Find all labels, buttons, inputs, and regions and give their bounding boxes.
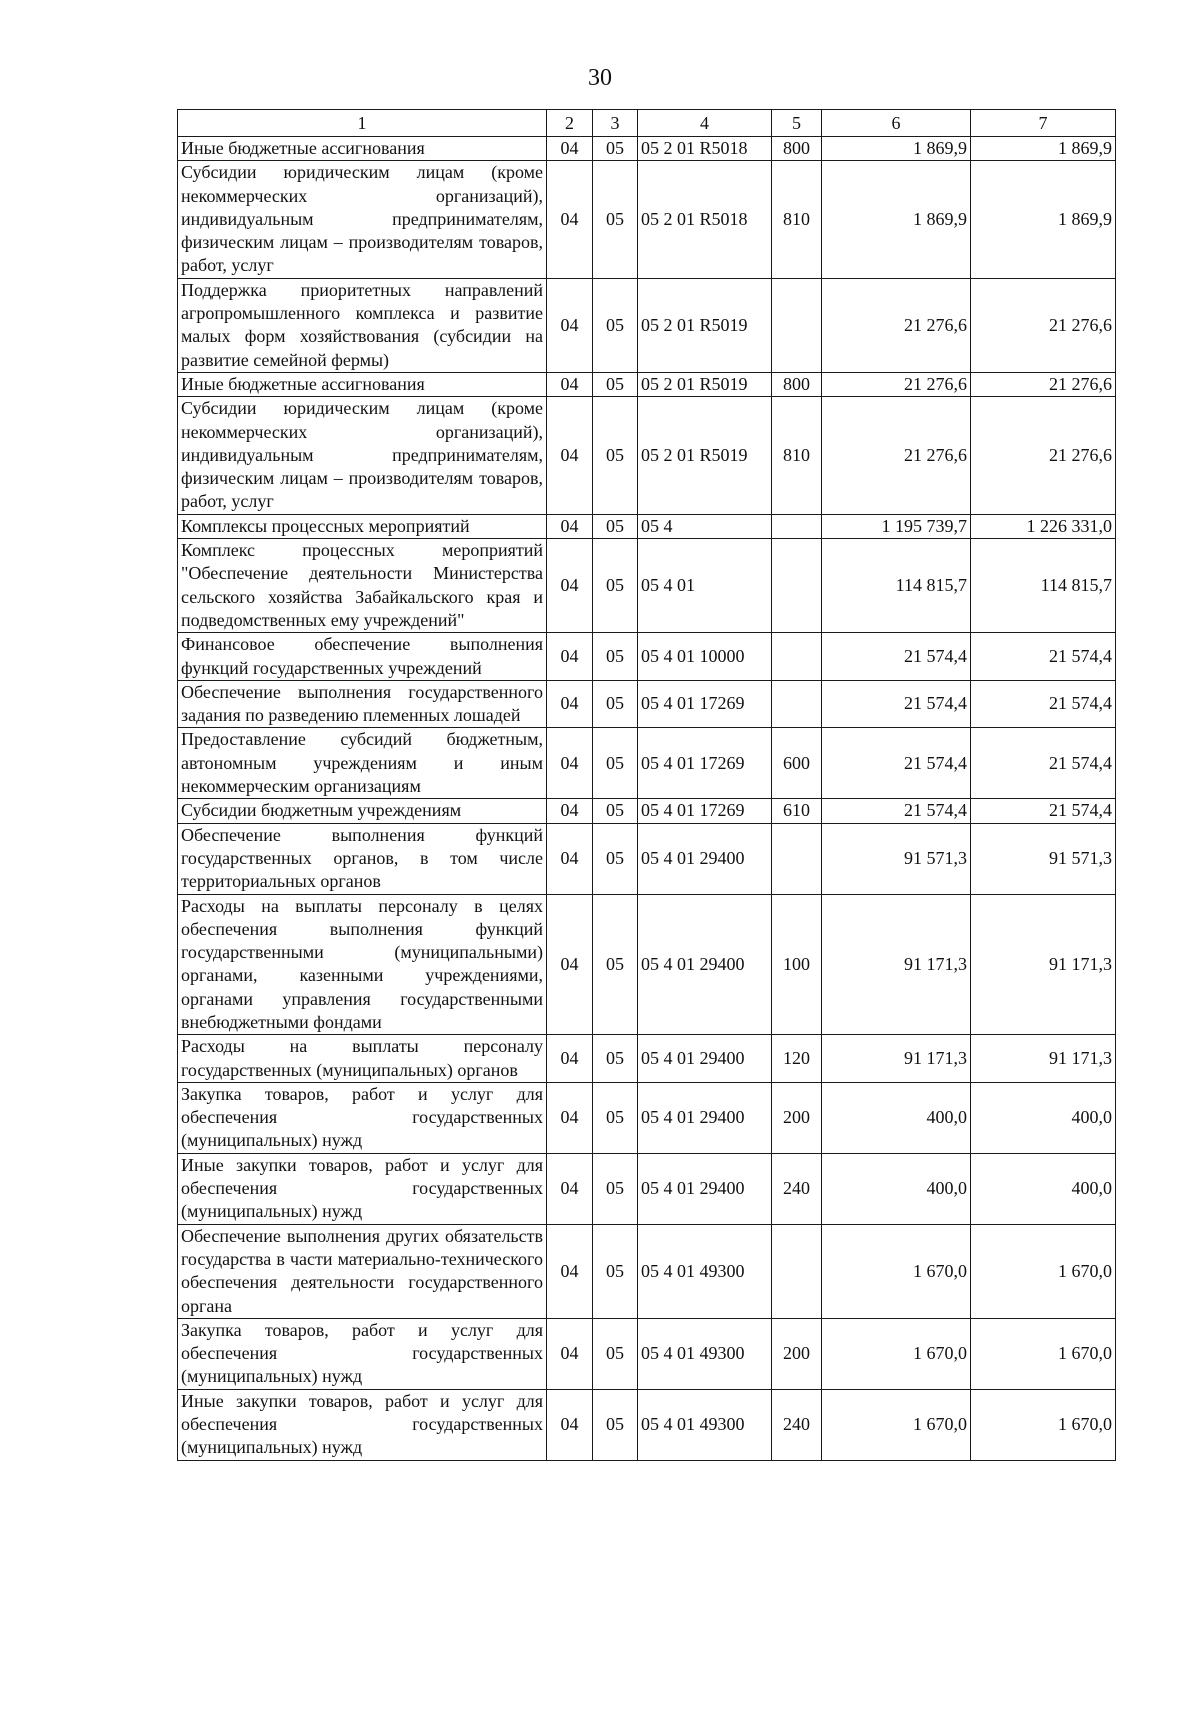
row-target-code: 05 4 01 17269: [638, 799, 772, 823]
row-expense-type: 810: [772, 397, 822, 514]
row-amount-1: 114 815,7: [822, 539, 971, 633]
row-expense-type: [772, 633, 822, 681]
row-subsection: 05: [593, 372, 638, 396]
row-section: 04: [547, 1035, 593, 1083]
row-target-code: 05 4 01 29400: [638, 894, 772, 1035]
table-row: [178, 372, 1116, 396]
row-amount-2: 400,0: [971, 1153, 1116, 1224]
row-expense-type: 800: [772, 372, 822, 396]
row-target-code: 05 2 01 R5018: [638, 161, 772, 278]
row-expense-type: [772, 539, 822, 633]
row-expense-type: [772, 823, 822, 894]
table-row: [178, 728, 1116, 799]
row-section: 04: [547, 137, 593, 161]
row-name: Комплекс процессных мероприятий "Обеспечение деятельности Министерства сельского хозяйства Забайкальского края и подведомственных ему учреждений": [178, 539, 547, 633]
row-name: Закупка товаров, работ и услуг для обеспечения государственных (муниципальных) нужд: [178, 1318, 547, 1389]
row-name: Поддержка приоритетных направлений агропромышленного комплекса и развитие малых форм хозяйствования (субсидии на развитие семейной фермы): [178, 278, 547, 372]
row-name: Иные закупки товаров, работ и услуг для обеспечения государственных (муниципальных) нужд: [178, 1389, 547, 1460]
row-target-code: 05 4: [638, 514, 772, 538]
table-row: [178, 1224, 1116, 1318]
table-row: [178, 514, 1116, 538]
row-section: 04: [547, 894, 593, 1035]
row-name: Комплексы процессных мероприятий: [178, 514, 547, 538]
row-target-code: 05 4 01 29400: [638, 1035, 772, 1083]
row-subsection: 05: [593, 894, 638, 1035]
table-row: [178, 894, 1116, 1035]
row-amount-1: 91 571,3: [822, 823, 971, 894]
row-amount-2: 91 171,3: [971, 894, 1116, 1035]
row-amount-2: 91 571,3: [971, 823, 1116, 894]
row-subsection: 05: [593, 514, 638, 538]
row-subsection: 05: [593, 278, 638, 372]
row-amount-2: 21 574,4: [971, 728, 1116, 799]
row-section: 04: [547, 1318, 593, 1389]
row-name: Финансовое обеспечение выполнения функций государственных учреждений: [178, 633, 547, 681]
row-amount-1: 21 276,6: [822, 397, 971, 514]
row-subsection: 05: [593, 1153, 638, 1224]
row-expense-type: 610: [772, 799, 822, 823]
row-name: Иные бюджетные ассигнования: [178, 372, 547, 396]
row-subsection: 05: [593, 823, 638, 894]
row-subsection: 05: [593, 1035, 638, 1083]
row-target-code: 05 4 01 17269: [638, 728, 772, 799]
table-row: [178, 680, 1116, 728]
row-amount-2: 21 574,4: [971, 799, 1116, 823]
row-name: Расходы на выплаты персоналу государственных (муниципальных) органов: [178, 1035, 547, 1083]
row-name: Закупка товаров, работ и услуг для обеспечения государственных (муниципальных) нужд: [178, 1082, 547, 1153]
row-amount-2: 400,0: [971, 1082, 1116, 1153]
row-subsection: 05: [593, 1389, 638, 1460]
row-amount-1: 91 171,3: [822, 894, 971, 1035]
row-amount-1: 21 574,4: [822, 633, 971, 681]
row-subsection: 05: [593, 161, 638, 278]
row-section: 04: [547, 1224, 593, 1318]
row-name: Субсидии юридическим лицам (кроме некоммерческих организаций), индивидуальным предпринимателям, физическим лицам – производителям товаров, работ, услуг: [178, 397, 547, 514]
col-header-7: 7: [971, 110, 1116, 137]
row-amount-1: 21 574,4: [822, 799, 971, 823]
row-section: 04: [547, 161, 593, 278]
row-amount-1: 1 670,0: [822, 1389, 971, 1460]
row-name: Обеспечение выполнения функций государственных органов, в том числе территориальных органов: [178, 823, 547, 894]
row-amount-2: 21 276,6: [971, 372, 1116, 396]
row-section: 04: [547, 1389, 593, 1460]
col-header-3: 3: [593, 110, 638, 137]
row-subsection: 05: [593, 680, 638, 728]
row-name: Предоставление субсидий бюджетным, автономным учреждениям и иным некоммерческим организациям: [178, 728, 547, 799]
row-amount-2: 21 276,6: [971, 278, 1116, 372]
row-amount-2: 1 869,9: [971, 161, 1116, 278]
row-name: Расходы на выплаты персоналу в целях обеспечения выполнения функций государственными (муниципальными) органами, казенными учреждениями, органами управления государственными внебюджетными фондами: [178, 894, 547, 1035]
row-target-code: 05 2 01 R5019: [638, 372, 772, 396]
row-amount-1: 21 574,4: [822, 680, 971, 728]
row-target-code: 05 4 01 17269: [638, 680, 772, 728]
row-subsection: 05: [593, 1082, 638, 1153]
row-target-code: 05 2 01 R5019: [638, 397, 772, 514]
row-amount-1: 1 195 739,7: [822, 514, 971, 538]
row-section: 04: [547, 539, 593, 633]
row-section: 04: [547, 633, 593, 681]
row-amount-1: 1 869,9: [822, 137, 971, 161]
table-row: [178, 397, 1116, 514]
row-subsection: 05: [593, 728, 638, 799]
row-name: Обеспечение выполнения других обязательств государства в части материально-технического обеспечения деятельности государственного органа: [178, 1224, 547, 1318]
header-row: [178, 110, 1116, 137]
row-target-code: 05 4 01 49300: [638, 1224, 772, 1318]
page-number: 30: [588, 65, 612, 91]
table-row: [178, 1035, 1116, 1083]
row-target-code: 05 4 01 29400: [638, 1082, 772, 1153]
row-section: 04: [547, 1082, 593, 1153]
col-header-2: 2: [547, 110, 593, 137]
row-section: 04: [547, 680, 593, 728]
row-amount-1: 1 670,0: [822, 1318, 971, 1389]
row-amount-1: 21 276,6: [822, 372, 971, 396]
table-row: [178, 137, 1116, 161]
row-expense-type: 200: [772, 1082, 822, 1153]
table-row: [178, 278, 1116, 372]
row-amount-1: 400,0: [822, 1153, 971, 1224]
row-section: 04: [547, 514, 593, 538]
row-name: Субсидии бюджетным учреждениям: [178, 799, 547, 823]
col-header-6: 6: [822, 110, 971, 137]
row-name: Субсидии юридическим лицам (кроме некоммерческих организаций), индивидуальным предпринимателям, физическим лицам – производителям товаров, работ, услуг: [178, 161, 547, 278]
row-target-code: 05 2 01 R5019: [638, 278, 772, 372]
row-subsection: 05: [593, 397, 638, 514]
row-section: 04: [547, 823, 593, 894]
row-subsection: 05: [593, 137, 638, 161]
row-amount-2: 1 670,0: [971, 1389, 1116, 1460]
row-amount-1: 91 171,3: [822, 1035, 971, 1083]
row-amount-2: 21 276,6: [971, 397, 1116, 514]
table-row: [178, 633, 1116, 681]
row-expense-type: [772, 514, 822, 538]
table-row: [178, 799, 1116, 823]
row-target-code: 05 2 01 R5018: [638, 137, 772, 161]
row-section: 04: [547, 397, 593, 514]
row-target-code: 05 4 01 29400: [638, 823, 772, 894]
row-expense-type: [772, 1224, 822, 1318]
row-subsection: 05: [593, 1224, 638, 1318]
row-subsection: 05: [593, 539, 638, 633]
row-expense-type: 200: [772, 1318, 822, 1389]
row-subsection: 05: [593, 1318, 638, 1389]
row-expense-type: 800: [772, 137, 822, 161]
row-expense-type: 120: [772, 1035, 822, 1083]
row-name: Обеспечение выполнения государственного задания по разведению племенных лошадей: [178, 680, 547, 728]
row-expense-type: [772, 278, 822, 372]
row-amount-2: 1 670,0: [971, 1224, 1116, 1318]
row-name: Иные закупки товаров, работ и услуг для обеспечения государственных (муниципальных) нужд: [178, 1153, 547, 1224]
row-name: Иные бюджетные ассигнования: [178, 137, 547, 161]
row-section: 04: [547, 799, 593, 823]
row-target-code: 05 4 01 49300: [638, 1389, 772, 1460]
row-expense-type: 100: [772, 894, 822, 1035]
row-expense-type: 810: [772, 161, 822, 278]
row-expense-type: [772, 680, 822, 728]
row-expense-type: 240: [772, 1153, 822, 1224]
row-target-code: 05 4 01: [638, 539, 772, 633]
row-subsection: 05: [593, 633, 638, 681]
row-expense-type: 240: [772, 1389, 822, 1460]
budget-table: [177, 109, 1116, 1461]
row-amount-2: 1 869,9: [971, 137, 1116, 161]
row-amount-1: 1 869,9: [822, 161, 971, 278]
table-row: [178, 1082, 1116, 1153]
row-amount-1: 21 574,4: [822, 728, 971, 799]
row-target-code: 05 4 01 29400: [638, 1153, 772, 1224]
table-row: [178, 539, 1116, 633]
row-section: 04: [547, 278, 593, 372]
row-amount-1: 21 276,6: [822, 278, 971, 372]
col-header-4: 4: [638, 110, 772, 137]
row-amount-2: 114 815,7: [971, 539, 1116, 633]
col-header-1: 1: [178, 110, 547, 137]
row-amount-1: 400,0: [822, 1082, 971, 1153]
row-amount-2: 1 226 331,0: [971, 514, 1116, 538]
table-row: [178, 1318, 1116, 1389]
row-section: 04: [547, 728, 593, 799]
row-amount-2: 21 574,4: [971, 680, 1116, 728]
row-subsection: 05: [593, 799, 638, 823]
col-header-5: 5: [772, 110, 822, 137]
table-row: [178, 823, 1116, 894]
row-amount-2: 21 574,4: [971, 633, 1116, 681]
table-row: [178, 1153, 1116, 1224]
table-row: [178, 161, 1116, 278]
row-amount-1: 1 670,0: [822, 1224, 971, 1318]
row-target-code: 05 4 01 49300: [638, 1318, 772, 1389]
row-target-code: 05 4 01 10000: [638, 633, 772, 681]
row-expense-type: 600: [772, 728, 822, 799]
row-section: 04: [547, 1153, 593, 1224]
row-amount-2: 91 171,3: [971, 1035, 1116, 1083]
row-section: 04: [547, 372, 593, 396]
row-amount-2: 1 670,0: [971, 1318, 1116, 1389]
table-row: [178, 1389, 1116, 1460]
